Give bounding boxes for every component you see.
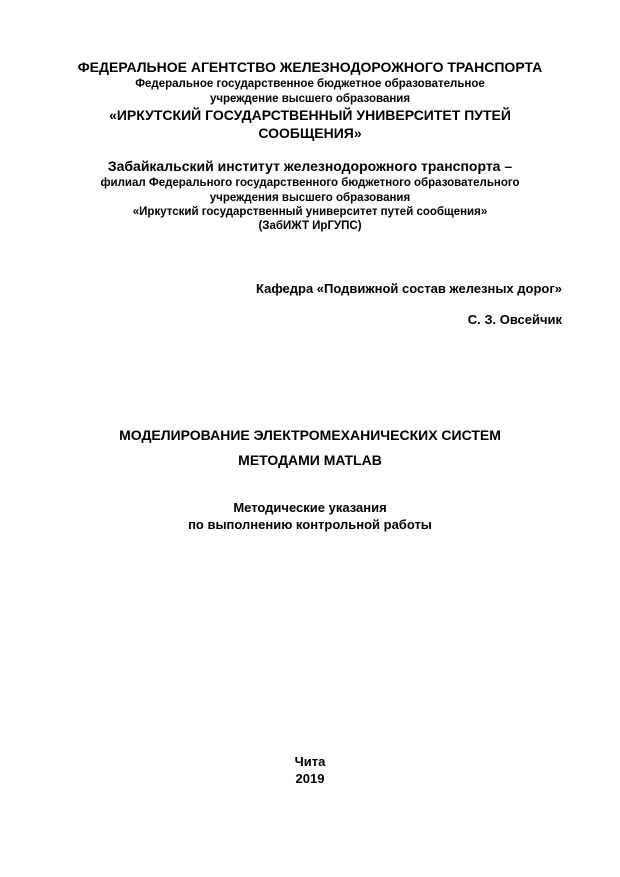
document-subtitle-line-2: по выполнению контрольной работы [188,517,432,532]
author-name: С. З. Овсейчик [467,312,562,327]
university-name-line-2: СООБЩЕНИЯ» [258,125,362,141]
branch-name-line-1: Забайкальский институт железнодорожного транспорта – [107,158,513,174]
branch-abbreviation: (ЗабИЖТ ИрГУПС) [258,220,362,232]
agency-name: ФЕДЕРАЛЬНОЕ АГЕНТСТВО ЖЕЛЕЗНОДОРОЖНОГО ТРАНСПОРТА [77,59,543,75]
institution-type-line-1: Федеральное государственное бюджетное образовательное [135,78,485,90]
department-name: Кафедра «Подвижной состав железных дорог» [256,281,562,296]
branch-name-line-2: филиал Федерального государственного бюджетного образовательного [100,177,520,189]
institution-type-line-2: учреждение высшего образования [209,93,411,105]
university-name-line-1: «ИРКУТСКИЙ ГОСУДАРСТВЕННЫЙ УНИВЕРСИТЕТ ПУТЕЙ [109,107,511,123]
branch-name-line-4: «Иркутский государственный университет путей сообщения» [132,206,488,218]
publication-year: 2019 [295,771,325,786]
publication-city: Чита [294,754,326,769]
document-title-line-2: МЕТОДАМИ MATLAB [238,452,382,468]
document-title-line-1: МОДЕЛИРОВАНИЕ ЭЛЕКТРОМЕХАНИЧЕСКИХ СИСТЕМ [119,427,501,443]
branch-name-line-3: учреждения высшего образования [209,192,411,204]
document-subtitle-line-1: Методические указания [233,500,387,515]
